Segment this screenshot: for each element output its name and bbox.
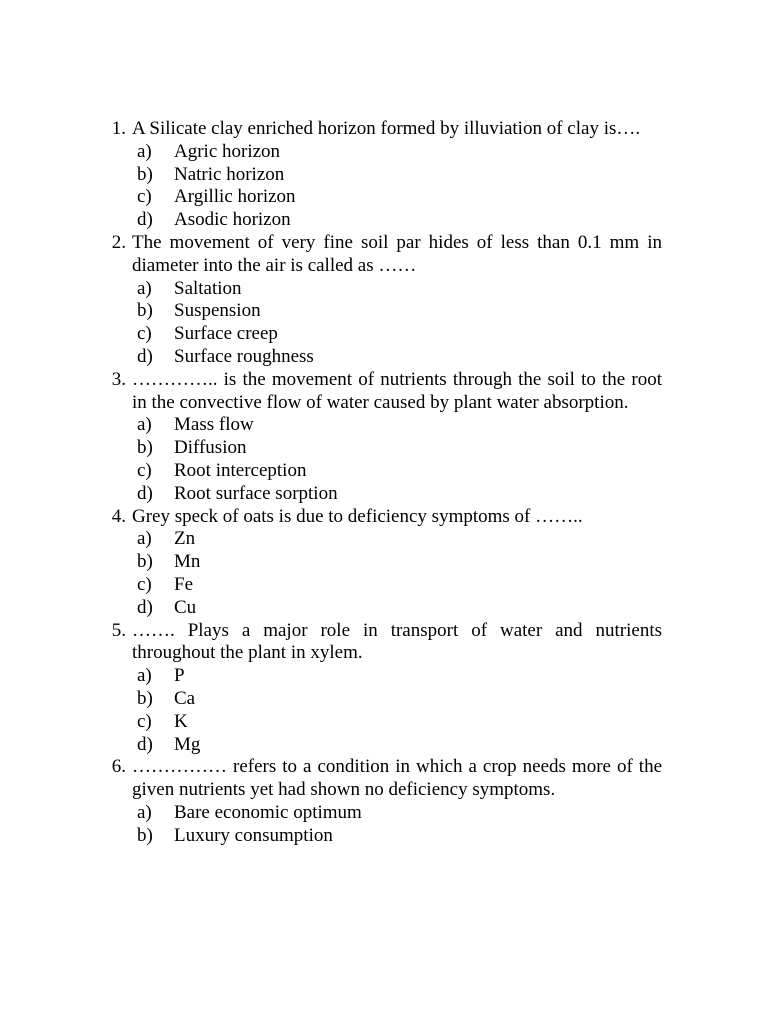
option-letter: d) <box>137 596 153 618</box>
option-letter: a) <box>137 801 152 823</box>
option-text: Root interception <box>174 459 307 481</box>
option-letter: c) <box>137 323 152 345</box>
question-6 <box>100 756 662 847</box>
option-item <box>132 825 662 848</box>
option-letter: a) <box>137 528 152 550</box>
option-item <box>132 346 662 369</box>
option-text: Diffusion <box>174 437 247 459</box>
question-text: The movement of very fine soil par hides of less than 0.1 mm in diameter into the air is called as …… <box>132 231 662 276</box>
option-item <box>132 186 662 209</box>
option-text: Natric horizon <box>174 163 285 185</box>
option-item <box>132 802 662 825</box>
option-item <box>132 574 662 597</box>
question-number: 1. <box>111 118 126 139</box>
option-text: P <box>174 665 185 687</box>
option-letter: b) <box>137 300 153 322</box>
option-item <box>132 300 662 323</box>
option-text: Argillic horizon <box>174 186 296 208</box>
option-letter: c) <box>137 573 152 595</box>
option-text: Mg <box>174 733 201 755</box>
option-text: Ca <box>174 687 196 709</box>
option-letter: b) <box>137 687 153 709</box>
question-number: 2. <box>111 231 126 253</box>
option-list <box>132 278 662 369</box>
option-item <box>132 688 662 711</box>
question-text: …………… refers to a condition in which a crop needs more of the given nutrients yet had shown no deficiency symptoms. <box>132 756 662 801</box>
option-item <box>132 734 662 757</box>
question-number: 6. <box>111 756 126 778</box>
question-3 <box>100 369 662 506</box>
option-text: Suspension <box>174 300 261 322</box>
option-text: Mass flow <box>174 414 254 436</box>
option-letter: a) <box>137 277 152 299</box>
option-item <box>132 711 662 734</box>
option-letter: d) <box>137 209 153 231</box>
option-text: Surface creep <box>174 323 278 345</box>
option-item <box>132 164 662 187</box>
option-text: Root surface sorption <box>174 482 338 504</box>
option-letter: b) <box>137 437 153 459</box>
question-2 <box>100 232 662 369</box>
option-letter: d) <box>137 345 153 367</box>
option-list <box>132 802 662 848</box>
option-item <box>132 483 662 506</box>
option-text: Bare economic optimum <box>174 801 362 823</box>
option-item <box>132 597 662 620</box>
question-text: ……. Plays a major role in transport of water and nutrients throughout the plant in xylem. <box>132 619 662 664</box>
question-number: 4. <box>111 505 126 527</box>
option-text: Zn <box>174 528 196 550</box>
option-text: Luxury consumption <box>174 824 333 846</box>
option-letter: b) <box>137 163 153 185</box>
option-item <box>132 551 662 574</box>
option-text: Surface roughness <box>174 345 314 367</box>
option-list <box>132 665 662 756</box>
option-item <box>132 528 662 551</box>
option-item <box>132 414 662 437</box>
option-letter: b) <box>137 824 153 846</box>
option-letter: c) <box>137 459 152 481</box>
question-text: Grey speck of oats is due to deficiency symptoms of …….. <box>132 505 583 527</box>
option-list <box>132 141 662 232</box>
option-item <box>132 209 662 232</box>
option-text: Saltation <box>174 277 242 299</box>
option-text: Mn <box>174 551 201 573</box>
option-letter: d) <box>137 482 153 504</box>
question-number: 5. <box>111 619 126 641</box>
question-list <box>100 118 662 848</box>
question-text: ………….. is the movement of nutrients through the soil to the root in the convective flow of water caused by plant water absorption. <box>132 368 662 413</box>
option-letter: a) <box>137 140 152 162</box>
option-letter: c) <box>137 710 152 732</box>
option-list <box>132 528 662 619</box>
question-1 <box>100 118 662 232</box>
option-list <box>132 414 662 505</box>
option-item <box>132 460 662 483</box>
option-text: Agric horizon <box>174 140 281 162</box>
question-4 <box>100 506 662 620</box>
option-item <box>132 665 662 688</box>
option-letter: c) <box>137 186 152 208</box>
option-text: Cu <box>174 596 197 618</box>
option-letter: d) <box>137 733 153 755</box>
option-text: Asodic horizon <box>174 209 291 231</box>
question-text: A Silicate clay enriched horizon formed by illuviation of clay is…. <box>132 118 641 139</box>
question-number: 3. <box>111 368 126 390</box>
question-5 <box>100 620 662 757</box>
option-item <box>132 141 662 164</box>
option-text: K <box>174 710 188 732</box>
option-letter: a) <box>137 414 152 436</box>
option-item <box>132 437 662 460</box>
option-letter: b) <box>137 551 153 573</box>
option-item <box>132 278 662 301</box>
option-item <box>132 323 662 346</box>
option-text: Fe <box>174 573 193 595</box>
option-letter: a) <box>137 665 152 687</box>
